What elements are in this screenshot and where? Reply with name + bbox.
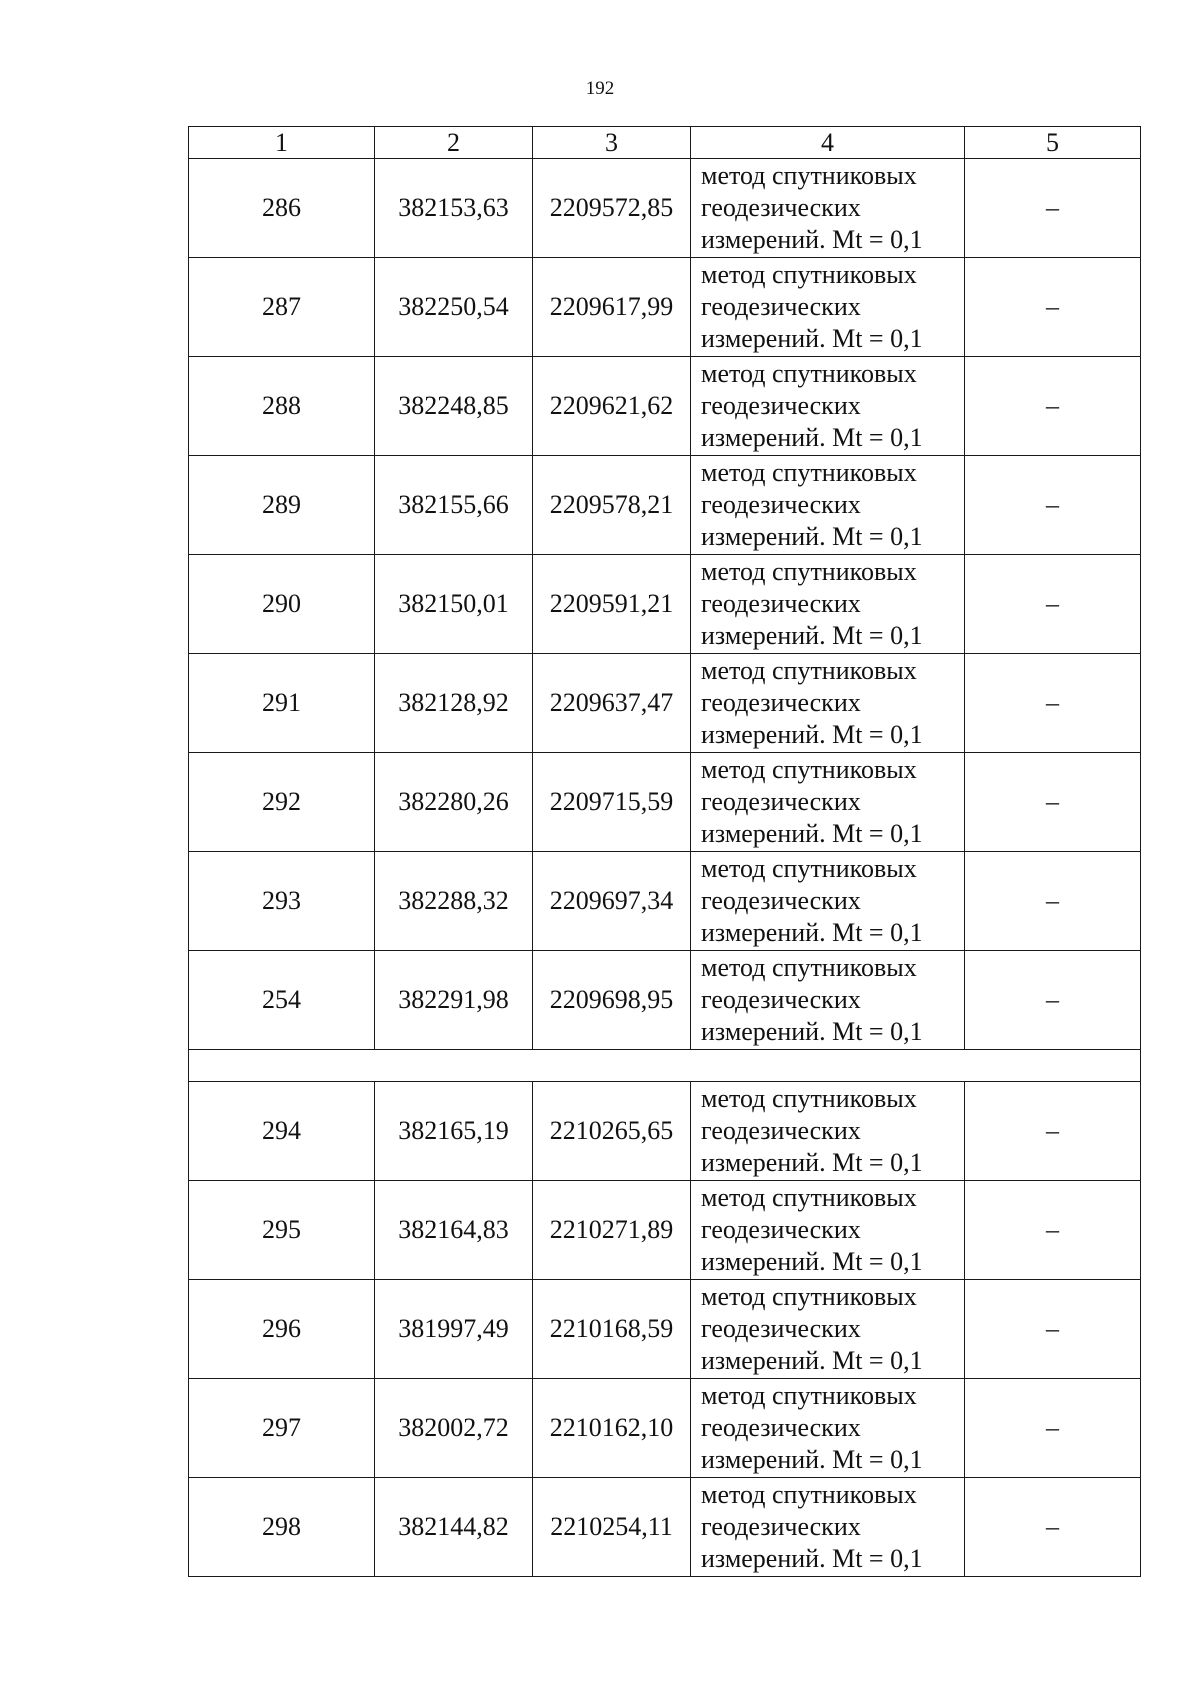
header-cell-3: 3 bbox=[533, 127, 691, 159]
table-row bbox=[189, 357, 1141, 456]
note-cell: – bbox=[965, 1082, 1141, 1181]
y-coordinate-cell: 2209572,85 bbox=[533, 159, 691, 258]
method-line: геодезических bbox=[701, 787, 861, 816]
method-line: измерений. Mt = 0,1 bbox=[701, 819, 923, 848]
method-line: геодезических bbox=[701, 886, 861, 915]
method-line: измерений. Mt = 0,1 bbox=[701, 621, 923, 650]
note-cell: – bbox=[965, 1379, 1141, 1478]
method-line: геодезических bbox=[701, 589, 861, 618]
table-row bbox=[189, 654, 1141, 753]
table-row bbox=[189, 456, 1141, 555]
x-coordinate-cell: 382165,19 bbox=[375, 1082, 533, 1181]
point-number-cell: 290 bbox=[189, 555, 375, 654]
method-line: метод спутниковых bbox=[701, 359, 917, 388]
method-line: метод спутниковых bbox=[701, 161, 917, 190]
method-line: метод спутниковых bbox=[701, 1282, 917, 1311]
method-line: геодезических bbox=[701, 490, 861, 519]
method-line: измерений. Mt = 0,1 bbox=[701, 423, 923, 452]
point-number-cell: 286 bbox=[189, 159, 375, 258]
method-line: геодезических bbox=[701, 391, 861, 420]
method-line: метод спутниковых bbox=[701, 557, 917, 586]
note-cell: – bbox=[965, 159, 1141, 258]
x-coordinate-cell: 382280,26 bbox=[375, 753, 533, 852]
method-cell bbox=[691, 951, 965, 1050]
point-number-cell: 288 bbox=[189, 357, 375, 456]
method-line: геодезических bbox=[701, 1215, 861, 1244]
x-coordinate-cell: 382291,98 bbox=[375, 951, 533, 1050]
method-line: геодезических bbox=[701, 292, 861, 321]
method-line: измерений. Mt = 0,1 bbox=[701, 1247, 923, 1276]
point-number-cell: 289 bbox=[189, 456, 375, 555]
method-line: измерений. Mt = 0,1 bbox=[701, 324, 923, 353]
note-cell: – bbox=[965, 1181, 1141, 1280]
method-line: метод спутниковых bbox=[701, 1183, 917, 1212]
point-number-cell: 292 bbox=[189, 753, 375, 852]
method-cell bbox=[691, 258, 965, 357]
method-line: метод спутниковых bbox=[701, 260, 917, 289]
table-body bbox=[189, 127, 1141, 1577]
note-cell: – bbox=[965, 258, 1141, 357]
header-cell-1: 1 bbox=[189, 127, 375, 159]
note-cell: – bbox=[965, 456, 1141, 555]
y-coordinate-cell: 2210271,89 bbox=[533, 1181, 691, 1280]
method-line: метод спутниковых bbox=[701, 1084, 917, 1113]
note-cell: – bbox=[965, 555, 1141, 654]
y-coordinate-cell: 2210265,65 bbox=[533, 1082, 691, 1181]
point-number-cell: 297 bbox=[189, 1379, 375, 1478]
table-row bbox=[189, 1280, 1141, 1379]
header-cell-2: 2 bbox=[375, 127, 533, 159]
method-line: геодезических bbox=[701, 1512, 861, 1541]
method-cell bbox=[691, 1181, 965, 1280]
method-line: измерений. Mt = 0,1 bbox=[701, 1017, 923, 1046]
x-coordinate-cell: 382002,72 bbox=[375, 1379, 533, 1478]
x-coordinate-cell: 381997,49 bbox=[375, 1280, 533, 1379]
note-cell: – bbox=[965, 951, 1141, 1050]
y-coordinate-cell: 2210254,11 bbox=[533, 1478, 691, 1577]
method-line: геодезических bbox=[701, 688, 861, 717]
y-coordinate-cell: 2209591,21 bbox=[533, 555, 691, 654]
group-separator-cell bbox=[189, 1050, 1141, 1082]
method-line: измерений. Mt = 0,1 bbox=[701, 1445, 923, 1474]
point-number-cell: 295 bbox=[189, 1181, 375, 1280]
header-cell-5: 5 bbox=[965, 127, 1141, 159]
y-coordinate-cell: 2209697,34 bbox=[533, 852, 691, 951]
note-cell: – bbox=[965, 1478, 1141, 1577]
group-separator-row bbox=[189, 1050, 1141, 1082]
method-line: измерений. Mt = 0,1 bbox=[701, 522, 923, 551]
table-row bbox=[189, 1082, 1141, 1181]
x-coordinate-cell: 382164,83 bbox=[375, 1181, 533, 1280]
note-cell: – bbox=[965, 852, 1141, 951]
page-number: 192 bbox=[585, 78, 615, 99]
method-cell bbox=[691, 1280, 965, 1379]
x-coordinate-cell: 382250,54 bbox=[375, 258, 533, 357]
table-row bbox=[189, 555, 1141, 654]
method-line: геодезических bbox=[701, 1116, 861, 1145]
y-coordinate-cell: 2209715,59 bbox=[533, 753, 691, 852]
method-line: измерений. Mt = 0,1 bbox=[701, 1346, 923, 1375]
method-line: измерений. Mt = 0,1 bbox=[701, 720, 923, 749]
note-cell: – bbox=[965, 654, 1141, 753]
point-number-cell: 293 bbox=[189, 852, 375, 951]
method-line: измерений. Mt = 0,1 bbox=[701, 918, 923, 947]
method-line: метод спутниковых bbox=[701, 656, 917, 685]
table-row bbox=[189, 1379, 1141, 1478]
table-row bbox=[189, 1478, 1141, 1577]
note-cell: – bbox=[965, 1280, 1141, 1379]
table-row bbox=[189, 258, 1141, 357]
method-cell bbox=[691, 159, 965, 258]
method-cell bbox=[691, 1082, 965, 1181]
y-coordinate-cell: 2209617,99 bbox=[533, 258, 691, 357]
x-coordinate-cell: 382150,01 bbox=[375, 555, 533, 654]
x-coordinate-cell: 382128,92 bbox=[375, 654, 533, 753]
y-coordinate-cell: 2209637,47 bbox=[533, 654, 691, 753]
method-line: измерений. Mt = 0,1 bbox=[701, 1544, 923, 1573]
x-coordinate-cell: 382288,32 bbox=[375, 852, 533, 951]
x-coordinate-cell: 382155,66 bbox=[375, 456, 533, 555]
method-line: геодезических bbox=[701, 985, 861, 1014]
method-cell bbox=[691, 1478, 965, 1577]
note-cell: – bbox=[965, 753, 1141, 852]
header-row bbox=[189, 127, 1141, 159]
table-row bbox=[189, 951, 1141, 1050]
note-cell: – bbox=[965, 357, 1141, 456]
method-line: геодезических bbox=[701, 193, 861, 222]
method-line: измерений. Mt = 0,1 bbox=[701, 1148, 923, 1177]
method-cell bbox=[691, 357, 965, 456]
method-line: геодезических bbox=[701, 1314, 861, 1343]
method-line: метод спутниковых bbox=[701, 953, 917, 982]
table-row bbox=[189, 852, 1141, 951]
header-cell-4: 4 bbox=[691, 127, 965, 159]
y-coordinate-cell: 2209698,95 bbox=[533, 951, 691, 1050]
method-line: измерений. Mt = 0,1 bbox=[701, 225, 923, 254]
table-row bbox=[189, 1181, 1141, 1280]
coordinates-table bbox=[188, 126, 1141, 1577]
y-coordinate-cell: 2209578,21 bbox=[533, 456, 691, 555]
method-cell bbox=[691, 555, 965, 654]
y-coordinate-cell: 2210162,10 bbox=[533, 1379, 691, 1478]
method-cell bbox=[691, 852, 965, 951]
method-cell bbox=[691, 456, 965, 555]
x-coordinate-cell: 382153,63 bbox=[375, 159, 533, 258]
x-coordinate-cell: 382248,85 bbox=[375, 357, 533, 456]
method-line: метод спутниковых bbox=[701, 1480, 917, 1509]
method-cell bbox=[691, 753, 965, 852]
table-row bbox=[189, 159, 1141, 258]
y-coordinate-cell: 2210168,59 bbox=[533, 1280, 691, 1379]
point-number-cell: 298 bbox=[189, 1478, 375, 1577]
point-number-cell: 294 bbox=[189, 1082, 375, 1181]
point-number-cell: 296 bbox=[189, 1280, 375, 1379]
method-cell bbox=[691, 654, 965, 753]
point-number-cell: 254 bbox=[189, 951, 375, 1050]
point-number-cell: 291 bbox=[189, 654, 375, 753]
method-line: метод спутниковых bbox=[701, 755, 917, 784]
table-row bbox=[189, 753, 1141, 852]
method-line: геодезических bbox=[701, 1413, 861, 1442]
y-coordinate-cell: 2209621,62 bbox=[533, 357, 691, 456]
x-coordinate-cell: 382144,82 bbox=[375, 1478, 533, 1577]
method-line: метод спутниковых bbox=[701, 854, 917, 883]
point-number-cell: 287 bbox=[189, 258, 375, 357]
method-line: метод спутниковых bbox=[701, 458, 917, 487]
method-line: метод спутниковых bbox=[701, 1381, 917, 1410]
method-cell bbox=[691, 1379, 965, 1478]
